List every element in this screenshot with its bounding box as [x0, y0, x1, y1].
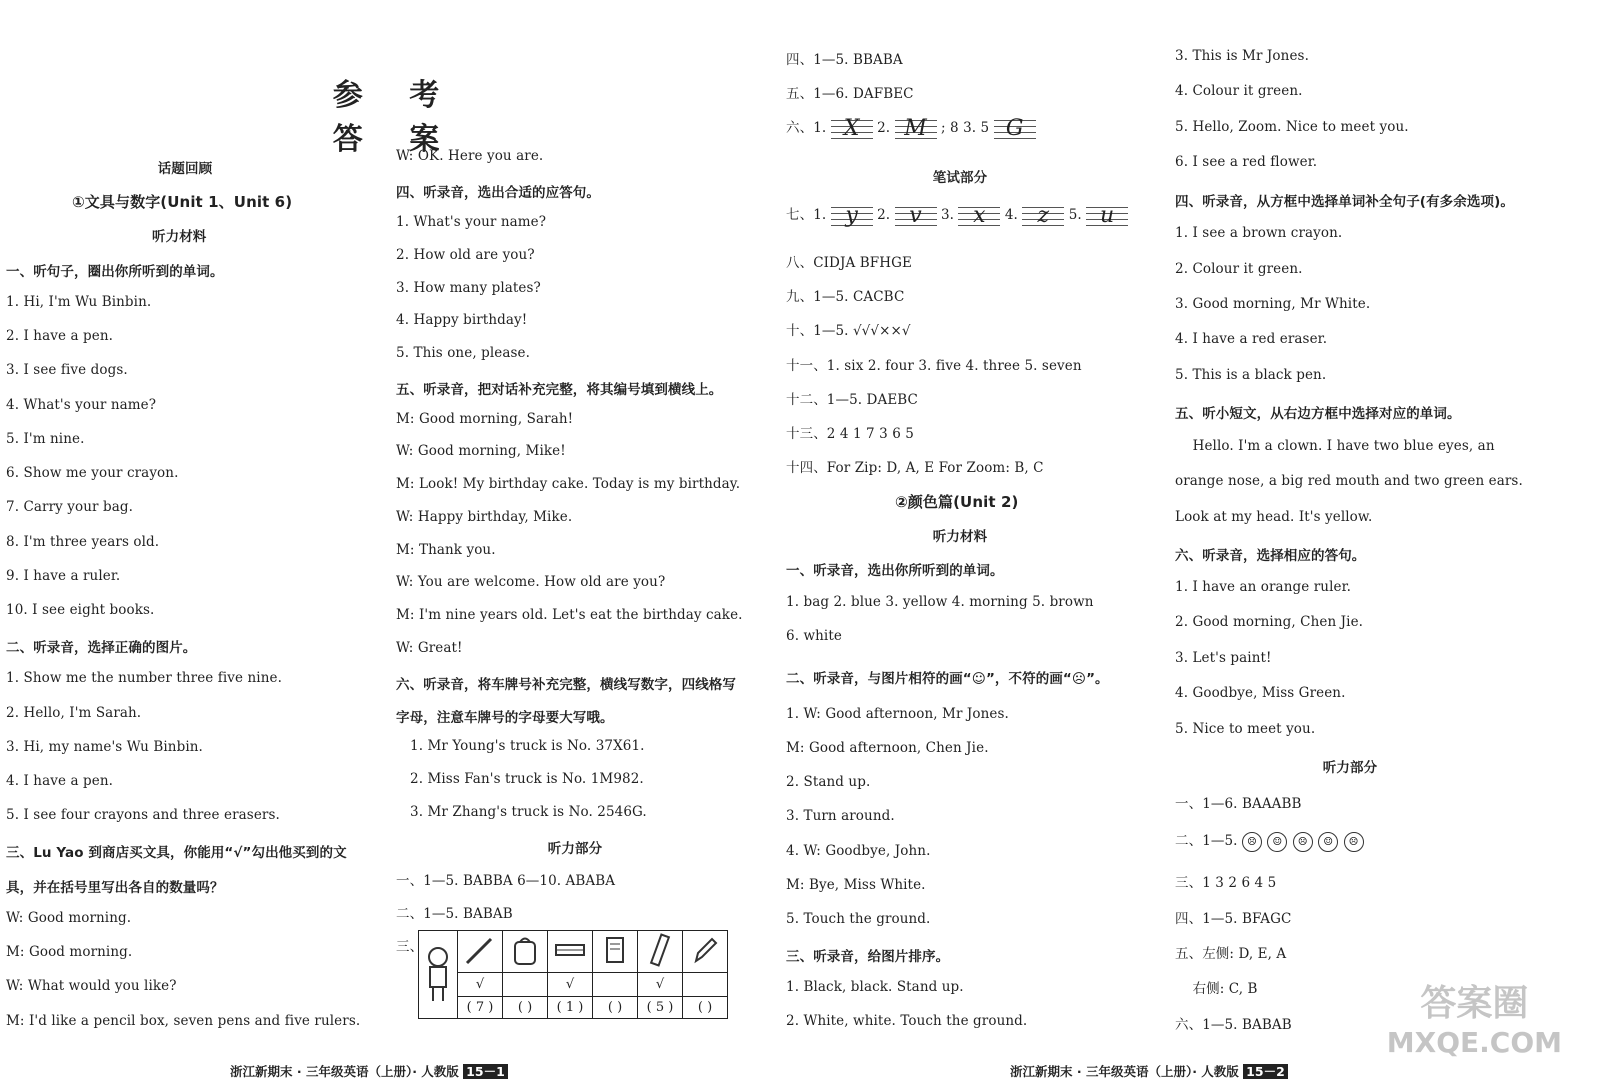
text-line: M: Good morning.	[6, 944, 133, 960]
text-line: 9. I have a ruler.	[6, 568, 121, 584]
text-line: 4. W: Goodbye, John.	[786, 843, 931, 859]
letter: M	[904, 115, 927, 141]
text-line: 2. Stand up.	[786, 774, 871, 790]
text-line: 2. White, white. Touch the ground.	[786, 1013, 1028, 1029]
text-line: 5. Nice to meet you.	[1175, 721, 1316, 737]
count-cell: ( 1 )	[548, 997, 593, 1019]
text-line: 1. Black, black. Stand up.	[786, 979, 964, 995]
sad-face-icon: ☹	[1242, 832, 1262, 852]
question-heading: 四、听录音，选出合适的应答句。	[396, 185, 600, 201]
text-line: W: Good morning.	[6, 910, 132, 926]
text-line: W: Happy birthday, Mike.	[396, 509, 573, 525]
footer-left-tag: 15－1	[463, 1064, 508, 1079]
text-line: 3. Good morning, Mr White.	[1175, 296, 1371, 312]
text-line: 4. Colour it green.	[1175, 83, 1303, 99]
check-cell	[503, 973, 548, 997]
watermark	[1387, 975, 1562, 1059]
question-heading: 四、听录音，从方框中选择单词补全句子(有多余选项)。	[1175, 194, 1514, 210]
section-heading: 听力部分	[547, 841, 603, 857]
text-line: 4. I have a pen.	[6, 773, 114, 789]
label: 2.	[877, 120, 895, 136]
answer-line: 十四、For Zip: D, A, E For Zoom: B, C	[786, 460, 1044, 476]
text-line: M: I'm nine years old. Let's eat the birthday cake.	[396, 607, 743, 623]
text-line: 5. This one, please.	[396, 345, 531, 361]
text-line: 3. Mr Zhang's truck is No. 2546G.	[410, 804, 647, 820]
stationery-table	[418, 930, 728, 1019]
letter: z	[1037, 202, 1050, 228]
watermark-top: 答案圈	[1420, 983, 1529, 1024]
text-line: 1. bag 2. blue 3. yellow 4. morning 5. brown	[786, 594, 1094, 610]
text-line: M: Good afternoon, Chen Jie.	[786, 740, 989, 756]
answer-line: 九、1—5. CACBC	[786, 289, 905, 305]
text-line: Hello. I'm a clown. I have two blue eyes, an	[1175, 438, 1495, 454]
count-cell: ( )	[503, 997, 548, 1019]
text-line: 3. I see five dogs.	[6, 362, 128, 378]
text-line: W: Good morning, Mike!	[396, 443, 566, 459]
text-line: 3. How many plates?	[396, 280, 541, 296]
text-line: M: Look! My birthday cake. Today is my birthday.	[396, 476, 741, 492]
text-line: 5. I'm nine.	[6, 431, 85, 447]
pen-icon	[458, 931, 503, 973]
text-line: 3. Hi, my name's Wu Binbin.	[6, 739, 203, 755]
text-line: W: OK. Here you are.	[396, 148, 544, 164]
page-title: 参 考 答 案	[332, 78, 458, 157]
answer-label: 三、	[396, 939, 424, 955]
text-line: M: Bye, Miss White.	[786, 877, 926, 893]
text-line: 6. Show me your crayon.	[6, 465, 179, 481]
section-heading: 听力部分	[1322, 760, 1378, 776]
text-line: 4. Happy birthday!	[396, 312, 528, 328]
count-cell: ( 5 )	[638, 997, 683, 1019]
count-cell: ( )	[683, 997, 728, 1019]
answer-line: 十三、2 4 1 7 3 6 5	[786, 426, 914, 442]
text-line: 1. W: Good afternoon, Mr Jones.	[786, 706, 1009, 722]
check-cell	[683, 973, 728, 997]
four-line-grid	[831, 117, 873, 141]
book-icon	[593, 931, 638, 973]
question-heading: 五、听录音，把对话补充完整，将其编号填到横线上。	[396, 382, 723, 398]
text-line: 7. Carry your bag.	[6, 499, 133, 515]
answer-line: 五、1—6. DAFBEC	[786, 86, 914, 102]
text-line: 2. Hello, I'm Sarah.	[6, 705, 142, 721]
text-line: 2. How old are you?	[396, 247, 535, 263]
text-line: 2. Good morning, Chen Jie.	[1175, 614, 1364, 630]
text-line: 2. Colour it green.	[1175, 261, 1303, 277]
label: ; 8 3. 5	[940, 120, 994, 136]
text-line: W: You are welcome. How old are you?	[396, 574, 666, 590]
footer-right-tag: 15－2	[1243, 1064, 1288, 1079]
answer-line: 四、1—5. BFAGC	[1175, 911, 1292, 927]
sad-face-icon: ☹	[1344, 832, 1364, 852]
smile-face-icon: ☺	[1318, 832, 1338, 852]
question-heading: 三、Lu Yao 到商店买文具，你能用“√”勾出他买到的文	[6, 845, 347, 861]
pencil-icon	[683, 931, 728, 973]
text-line: Look at my head. It's yellow.	[1175, 509, 1373, 525]
text-line: 5. I see four crayons and three erasers.	[6, 807, 280, 823]
text-line: 2. Miss Fan's truck is No. 1M982.	[410, 771, 644, 787]
text-line: 3. Turn around.	[786, 808, 895, 824]
text-line: 4. What's your name?	[6, 397, 157, 413]
check-cell: √	[458, 973, 503, 997]
pencil-box-icon	[548, 931, 593, 973]
sub-heading: 听力材料	[932, 529, 988, 545]
four-line-grid	[958, 204, 1000, 228]
label: 六、1.	[786, 120, 831, 136]
count-cell: ( 7 )	[458, 997, 503, 1019]
question-heading: 二、听录音，与图片相符的画“☺”，不符的画“☹”。	[786, 671, 1109, 687]
ruler-icon	[638, 931, 683, 973]
footer-left	[230, 1062, 508, 1080]
count-cell: ( )	[593, 997, 638, 1019]
text-line: 8. I'm three years old.	[6, 534, 160, 550]
text-line: 3. This is Mr Jones.	[1175, 48, 1309, 64]
section-heading: 话题回顾	[157, 161, 213, 177]
label: 七、1.	[786, 207, 831, 223]
text-line: 10. I see eight books.	[6, 602, 155, 618]
letter: u	[1100, 202, 1115, 228]
question-heading: 六、听录音，选择相应的答句。	[1175, 548, 1366, 564]
text-line: 5. Hello, Zoom. Nice to meet you.	[1175, 119, 1409, 135]
unit-heading: ①文具与数字(Unit 1、Unit 6)	[72, 193, 293, 211]
check-cell: √	[638, 973, 683, 997]
answer-line	[786, 116, 1036, 141]
text-line: 4. I have a red eraser.	[1175, 331, 1328, 347]
four-line-grid	[994, 117, 1036, 141]
letter: X	[843, 115, 860, 141]
text-line: 5. This is a black pen.	[1175, 367, 1327, 383]
question-heading: 一、听录音，选出你所听到的单词。	[786, 563, 1004, 579]
text-line: W: What would you like?	[6, 978, 177, 994]
check-cell: √	[548, 973, 593, 997]
text-line: 2. I have a pen.	[6, 328, 114, 344]
four-line-grid	[895, 117, 937, 141]
text-line: 5. Touch the ground.	[786, 911, 931, 927]
answer-line: 一、1—6. BAAABB	[1175, 796, 1302, 812]
letter: x	[973, 202, 986, 228]
text-line: 1. Mr Young's truck is No. 37X61.	[410, 738, 645, 754]
text-line: 1. Show me the number three five nine.	[6, 670, 282, 686]
unit-heading: ②颜色篇(Unit 2)	[895, 493, 1019, 511]
footer-right	[1010, 1062, 1288, 1080]
smile-face-icon: ☺	[1267, 832, 1287, 852]
answer-line: 四、1—5. BBABA	[786, 52, 903, 68]
text-line: M: Thank you.	[396, 542, 496, 558]
boy-icon	[423, 943, 453, 1003]
text-line: M: I'd like a pencil box, seven pens and five rulers.	[6, 1013, 361, 1029]
check-cell	[593, 973, 638, 997]
sad-face-icon: ☹	[1293, 832, 1313, 852]
four-line-grid	[895, 204, 937, 228]
footer-left-text: 浙江新期末 · 三年级英语（上册）· 人教版	[230, 1064, 459, 1079]
footer-right-text: 浙江新期末 · 三年级英语（上册）· 人教版	[1010, 1064, 1239, 1079]
letter: G	[1005, 115, 1024, 141]
question-heading: 一、听句子，圈出你所听到的单词。	[6, 264, 224, 280]
watermark-bottom: MXQE.COM	[1386, 1026, 1562, 1059]
text-line: orange nose, a big red mouth and two green ears.	[1175, 473, 1523, 489]
four-line-grid	[831, 204, 873, 228]
question-heading: 具，并在括号里写出各自的数量吗？	[6, 880, 224, 896]
text-line: 1. I see a brown crayon.	[1175, 225, 1343, 241]
four-line-grid	[1022, 204, 1064, 228]
question-heading: 六、听录音，将车牌号补充完整，横线写数字，四线格写	[396, 677, 736, 693]
label: 二、1—5.	[1175, 833, 1242, 849]
text-line: 1. Hi, I'm Wu Binbin.	[6, 294, 152, 310]
answer-line: 十一、1. six 2. four 3. five 4. three 5. seven	[786, 358, 1082, 374]
text-line: 1. I have an orange ruler.	[1175, 579, 1352, 595]
question-heading: 二、听录音，选择正确的图片。	[6, 640, 197, 656]
answer-line	[1175, 829, 1365, 852]
text-line: 1. What's your name?	[396, 214, 547, 230]
answer-line: 二、1—5. BABAB	[396, 906, 513, 922]
answer-line: 七、1. y 2. v 3. x 4. z 5. u	[786, 203, 1128, 228]
text-line: 6. white	[786, 628, 842, 644]
answer-line: 右侧: C, B	[1175, 981, 1258, 997]
question-heading: 字母，注意车牌号的字母要大写哦。	[396, 710, 614, 726]
boy-image	[419, 931, 458, 1019]
answer-line: 八、CIDJA BFHGE	[786, 255, 912, 271]
answer-line: 十二、1—5. DAEBC	[786, 392, 918, 408]
sub-heading: 听力材料	[152, 229, 207, 245]
text-line: 4. Goodbye, Miss Green.	[1175, 685, 1346, 701]
text-line: M: Good morning, Sarah!	[396, 411, 574, 427]
text-line: 3. Let's paint!	[1175, 650, 1272, 666]
four-line-grid	[1086, 204, 1128, 228]
answer-line: 三、1 3 2 6 4 5	[1175, 875, 1277, 891]
text-line: W: Great!	[396, 640, 463, 656]
bag-icon	[503, 931, 548, 973]
question-heading: 三、听录音，给图片排序。	[786, 949, 950, 965]
letter: y	[845, 202, 858, 228]
answer-line: 十、1—5. √√√××√	[786, 323, 911, 339]
text-line: 6. I see a red flower.	[1175, 154, 1318, 170]
section-heading: 笔试部分	[932, 170, 988, 186]
question-heading: 五、听小短文，从右边方框中选择对应的单词。	[1175, 406, 1461, 422]
answer-line: 五、左侧: D, E, A	[1175, 946, 1287, 962]
letter: v	[909, 202, 922, 228]
answer-line: 六、1—5. BABAB	[1175, 1017, 1292, 1033]
answer-line: 一、1—5. BABBA 6—10. ABABA	[396, 873, 616, 889]
